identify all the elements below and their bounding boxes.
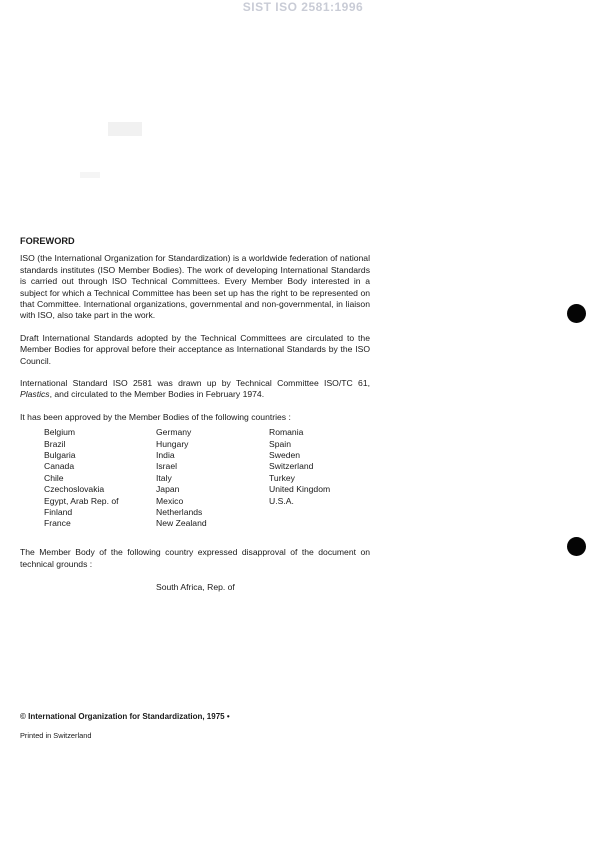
country-column bbox=[156, 427, 207, 530]
scan-smudge bbox=[108, 122, 142, 136]
country-list bbox=[20, 427, 370, 537]
foreword-paragraph: ISO (the International Organization for Standardization) is a worldwide federation of national standards institutes (ISO Member Bodies). The work of developing International Standards is carried out through ISO Technical Committees. Every Member Body interested in a subject for which a Technical Committee has been set up has the right to be represented on that Committee. International organizations, governmental and non-governmental, in liaison with ISO, also take part in the work. bbox=[20, 253, 370, 321]
country-item: Brazil bbox=[44, 438, 66, 449]
country-item: Hungary bbox=[156, 438, 189, 449]
country-item: Netherlands bbox=[156, 507, 203, 518]
standard-paragraph bbox=[20, 378, 370, 401]
country-item: Bulgaria bbox=[44, 450, 76, 461]
country-item: India bbox=[156, 450, 175, 461]
foreword-section bbox=[20, 236, 370, 594]
country-column bbox=[44, 427, 119, 530]
disapproval-country: South Africa, Rep. of bbox=[156, 582, 235, 593]
punch-hole bbox=[567, 537, 586, 556]
country-item: Sweden bbox=[269, 450, 301, 461]
watermark: SIST ISO 2581:1996 bbox=[242, 0, 364, 14]
country-item: Germany bbox=[156, 427, 192, 438]
country-item: Finland bbox=[44, 507, 73, 518]
country-item: Mexico bbox=[156, 495, 184, 506]
country-item: Egypt, Arab Rep. of bbox=[44, 495, 119, 506]
country-item: Switzerland bbox=[269, 461, 314, 472]
country-item: Chile bbox=[44, 472, 64, 483]
country-item: United Kingdom bbox=[269, 484, 331, 495]
country-item: Israel bbox=[156, 461, 178, 472]
country-item: Canada bbox=[44, 461, 75, 472]
foreword-paragraph: Draft International Standards adopted by the Technical Committees are circulated to the Member Bodies for approval before their acceptance as International Standards by the ISO Council. bbox=[20, 332, 370, 366]
approved-intro: It has been approved by the Member Bodies of the following countries : bbox=[20, 411, 291, 422]
country-item: New Zealand bbox=[156, 518, 207, 529]
printed-in: Printed in Switzerland bbox=[20, 731, 92, 740]
country-item: Japan bbox=[156, 484, 180, 495]
foreword-heading: FOREWORD bbox=[20, 236, 75, 246]
country-item: France bbox=[44, 518, 71, 529]
country-item: Italy bbox=[156, 472, 172, 483]
copyright-notice: © International Organization for Standardization, 1975 • bbox=[20, 712, 230, 721]
country-item: U.S.A. bbox=[269, 495, 294, 506]
standard-committee-name: Plastics bbox=[20, 389, 50, 400]
country-item: Czechoslovakia bbox=[44, 484, 105, 495]
standard-text: , and circulated to the Member Bodies in February 1974. bbox=[49, 389, 265, 400]
country-column bbox=[269, 427, 330, 507]
disapproval-intro: The Member Body of the following country expressed disapproval of the document on technical grounds : bbox=[20, 547, 370, 569]
scan-smudge bbox=[80, 172, 100, 178]
country-item: Turkey bbox=[269, 472, 295, 483]
punch-hole bbox=[567, 304, 586, 323]
standard-text: International Standard ISO 2581 was drawn up by Technical Committee ISO/TC 61, bbox=[20, 378, 370, 389]
country-item: Spain bbox=[269, 438, 291, 449]
country-item: Romania bbox=[269, 427, 304, 438]
country-item: Belgium bbox=[44, 427, 76, 438]
